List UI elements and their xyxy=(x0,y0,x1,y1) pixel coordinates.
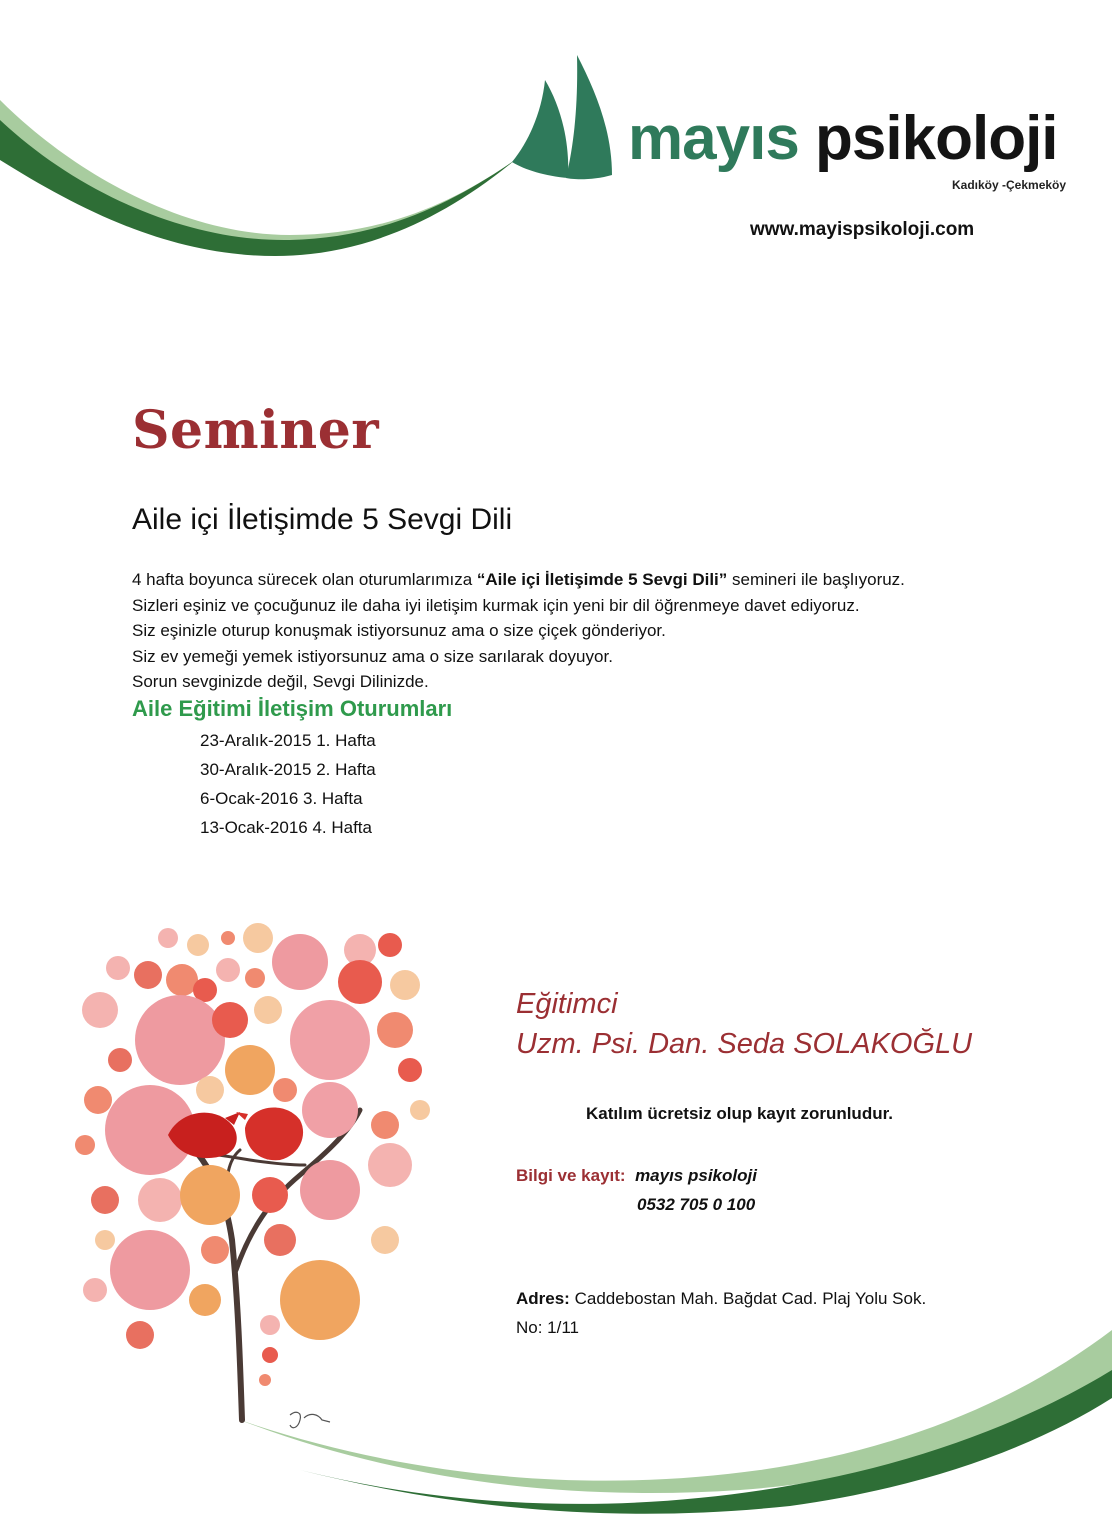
contact-phone-row xyxy=(516,1190,757,1219)
session-date: 30-Aralık-2015 2. Hafta xyxy=(200,760,376,779)
tree-bubbles xyxy=(75,923,430,1386)
trainer-name: Uzm. Psi. Dan. Seda SOLAKOĞLU xyxy=(516,1028,973,1060)
address-block xyxy=(516,1284,926,1342)
intro-before: 4 hafta boyunca sürecek olan oturumlarımıza xyxy=(132,570,477,589)
description-line: Siz eşinizle oturup konuşmak istiyorsunuz ama o size çiçek gönderiyor. xyxy=(132,621,666,640)
seminar-label: Seminer xyxy=(132,400,380,461)
seminar-title: Aile içi İletişimde 5 Sevgi Dili xyxy=(132,503,513,536)
address-line-2: No: 1/11 xyxy=(516,1318,580,1337)
description-line: Sizleri eşiniz ve çocuğunuz ile daha iyi iletişim kurmak için yeni bir dil öğrenmeye davet ediyoruz. xyxy=(132,595,860,615)
trainer-label: Eğitimci xyxy=(516,988,618,1020)
intro-bold: “Aile içi İletişimde 5 Sevgi Dili” xyxy=(476,570,728,589)
description-line: Siz ev yemeği yemek istiyorsunuz ama o size sarılarak doyuyor. xyxy=(132,646,613,666)
contact-info xyxy=(516,1161,757,1219)
description-line: Sorun sevginizde değil, Sevgi Dilinizde. xyxy=(132,672,429,691)
session-date: 13-Ocak-2016 4. Hafta xyxy=(200,818,372,837)
session-date: 23-Aralık-2015 1. Hafta xyxy=(200,731,376,750)
address-label: Adres: xyxy=(516,1289,570,1308)
contact-phone[interactable]: 0532 705 0 100 xyxy=(637,1195,756,1214)
session-date: 6-Ocak-2016 3. Hafta xyxy=(200,789,363,808)
participation-note: Katılım ücretsiz olup kayıt zorunludur. xyxy=(586,1104,893,1123)
logo-locations: Kadıköy -Çekmeköy xyxy=(952,178,1067,192)
contact-label: Bilgi ve kayıt: xyxy=(516,1166,626,1185)
address-street: Caddebostan Mah. Bağdat Cad. Plaj Yolu Sok. xyxy=(574,1289,927,1308)
address-line-1 xyxy=(516,1284,926,1313)
artist-signature xyxy=(290,1412,330,1427)
logo-part-1: mayıs xyxy=(628,104,799,173)
contact-row xyxy=(516,1161,757,1190)
website-link[interactable]: www.mayispsikoloji.com xyxy=(750,219,975,240)
intro-after: semineri ile başlıyoruz. xyxy=(727,570,905,589)
contact-name: mayıs psikoloji xyxy=(635,1166,757,1185)
sessions-heading: Aile Eğitimi İletişim Oturumları xyxy=(132,696,453,721)
logo-part-2: psikoloji xyxy=(815,104,1058,173)
trainer-block xyxy=(516,984,972,1064)
